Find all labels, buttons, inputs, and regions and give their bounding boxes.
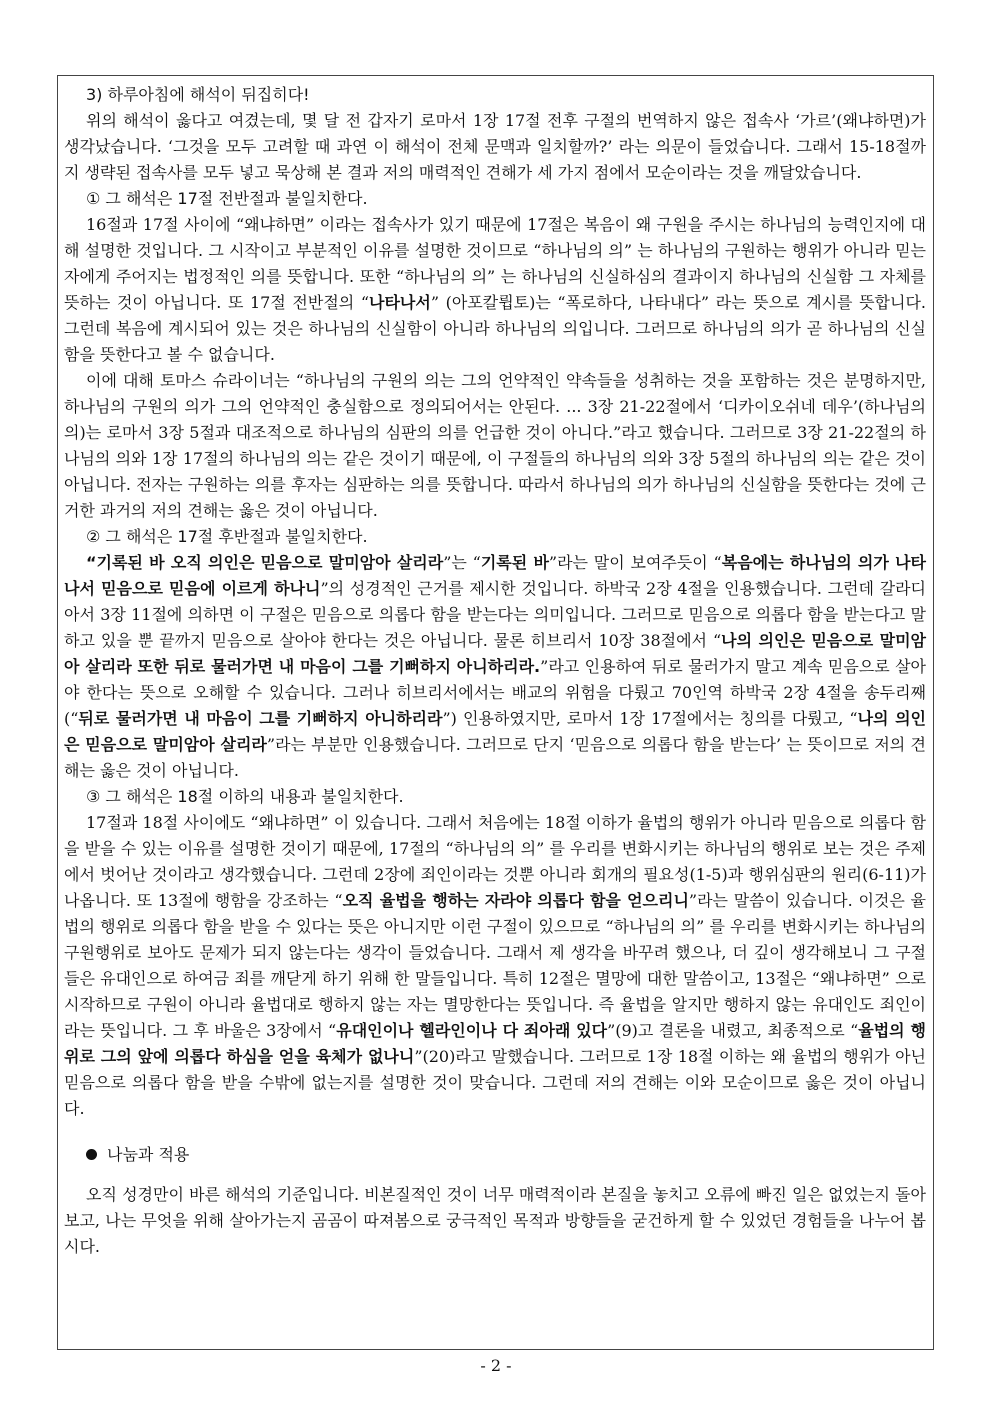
point-2-heading: ② 그 해석은 17절 후반절과 불일치한다. — [86, 527, 368, 546]
point-2-paragraph: “기록된 바 오직 의인은 믿음으로 말미암아 살리라”는 “기록된 바”라는 말이 보여주듯이 “복음에는 하나님의 의가 나타나서 믿음으로 믿음에 이르게 하나니”의 성경적인 근거를 제시한 것입니다. 하박국 2장 4절을 인용했습니다. 그런데 갈라디아서 3장 11절에 의하면 이 구절은 믿음으로 의롭다 함을 받는다는 의미입니다. 그러므로 믿음으로 의롭다 함을 받는다고 말하고 있을 뿐 끝까지 믿음으로 살아야 한다는 것은 아닙니다. 물론 히브리서 10장 38절에서 “나의 의인은 믿음으로 말미암아 살리라 또한 뒤로 물러가면 내 마음이 그를 기뻐하지 아니하리라.”라고 인용하여 뒤로 물러가지 말고 계속 믿음으로 살아야 한다는 뜻으로 오해할 수 있습니다. 그러나 히브리서에서는 배교의 위험을 다뤘고 70인역 하박국 2장 4절을 송두리째(“뒤로 물러가면 내 마음이 그를 기뻐하지 아니하리라”) 인용하였지만, 로마서 1장 17절에서는 칭의를 다뤘고, “나의 의인은 믿음으로 말미암아 살리라”라는 부분만 인용했습니다. 그러므로 단지 ‘믿음으로 의롭다 함을 받는다’ 는 뜻이므로 저의 견해는 옳은 것이 아닙니다. — [64, 553, 927, 780]
point-3-paragraph: 17절과 18절 사이에도 “왜냐하면” 이 있습니다. 그래서 처음에는 18절 이하가 율법의 행위가 아니라 믿음으로 의롭다 함을 받을 수 있는 이유를 설명한 것이기 때문에, 17절의 “하나님의 의” 를 우리를 변화시키는 하나님의 행위로 보는 것은 주제에서 벗어난 것이라고 생각했습니다. 그런데 2장에 죄인이라는 것뿐 아니라 회개의 필요성(1-5)과 행위심판의 원리(6-11)가 나옵니다. 또 13절에 행함을 강조하는 “오직 율법을 행하는 자라야 의롭다 함을 얻으리니”라는 말씀이 있습니다. 이것은 율법의 행위로 의롭다 함을 받을 수 있다는 뜻은 아니지만 이런 구절이 있으므로 “하나님의 의” 를 우리를 변화시키는 하나님의 구원행위로 보아도 문제가 되지 않는다는 생각이 들었습니다. 그래서 제 생각을 바꾸려 했으나, 더 깊이 생각해보니 그 구절들은 유대인으로 하여금 죄를 깨닫게 하기 위해 한 말들입니다. 특히 12절은 멸망에 대한 말씀이고, 13절은 “왜냐하면” 으로 시작하므로 구원이 아니라 율법대로 행하지 않는 자는 멸망한다는 뜻입니다. 즉 율법을 알지만 행하지 않는 유대인도 죄인이라는 뜻입니다. 그 후 바울은 3장에서 “유대인이나 헬라인이나 다 죄아래 있다”(9)고 결론을 내렸고, 최종적으로 “율법의 행위로 그의 앞에 의롭다 하심을 얻을 육체가 없나니”(20)라고 말했습니다. 그러므로 1장 18절 이하는 왜 율법의 행위가 아닌 믿음으로 의롭다 함을 받을 수밖에 없는지를 설명한 것이 맞습니다. 그런데 저의 견해는 이와 모순이므로 옳은 것이 아닙니다. — [64, 813, 926, 1118]
document-body — [64, 82, 926, 1260]
section-3-heading: 3) 하루아침에 해석이 뒤집히다! — [86, 85, 310, 104]
page-number: - 2 - — [480, 1356, 512, 1375]
spacer — [64, 1122, 926, 1136]
sharing-title: 나눔과 적용 — [107, 1145, 190, 1164]
point-1-paragraph-1: 16절과 17절 사이에 “왜냐하면” 이라는 접속사가 있기 때문에 17절은 복음이 왜 구원을 주시는 하나님의 능력인지에 대해 설명한 것입니다. 그 시작이고 부분적인 이유를 설명한 것이므로 “하나님의 의” 는 하나님의 구원하는 행위가 아니라 믿는 자에게 주어지는 법정적인 의를 뜻합니다. 또한 “하나님의 의” 는 하나님의 신실하심의 결과이지 하나님의 신실함 그 자체를 뜻하는 것이 아닙니다. 또 17절 전반절의 “나타나서” (아포칼륍토)는 “폭로하다, 나타내다” 라는 뜻으로 계시를 뜻합니다. 그런데 복음에 계시되어 있는 것은 하나님의 신실함이 아니라 하나님의 의입니다. 그러므로 하나님의 의가 곧 하나님의 신실함을 뜻한다고 볼 수 없습니다. — [64, 215, 926, 364]
sharing-paragraph: 오직 성경만이 바른 해석의 기준입니다. 비본질적인 것이 너무 매력적이라 본질을 놓치고 오류에 빠진 일은 없었는지 돌아보고, 나는 무엇을 위해 살아가는지 곰곰이 따져봄으로 궁극적인 목적과 방향들을 굳건하게 할 수 있었던 경험들을 나누어 봅시다. — [64, 1185, 926, 1256]
bullet-icon — [86, 1149, 97, 1160]
section-3-intro: 위의 해석이 옳다고 여겼는데, 몇 달 전 갑자기 로마서 1장 17절 전후 구절의 번역하지 않은 접속사 ‘가르’(왜냐하면)가 생각났습니다. ‘그것을 모두 고려할 때 과연 이 해석이 전체 문맥과 일치할까?’ 라는 의문이 들었습니다. 그래서 15-18절까지 생략된 접속사를 모두 넣고 묵상해 본 결과 저의 매력적인 견해가 세 가지 점에서 모순이라는 것을 깨달았습니다. — [64, 111, 926, 182]
point-3-heading: ③ 그 해석은 18절 이하의 내용과 불일치한다. — [86, 787, 404, 806]
point-1-heading: ① 그 해석은 17절 전반절과 불일치한다. — [86, 189, 368, 208]
sharing-heading — [64, 1142, 926, 1168]
point-1-paragraph-2: 이에 대해 토마스 슈라이너는 “하나님의 구원의 의는 그의 언약적인 약속들을 성취하는 것을 포함하는 것은 분명하지만, 하나님의 구원의 의가 그의 언약적인 충실함으로 정의되어서는 안된다. ... 3장 21-22절에서 ‘디카이오쉬네 데우’(하나님의 의)는 로마서 3장 5절과 대조적으로 하나님의 심판의 의를 언급한 것이 아니다.”라고 했습니다. 그러므로 3장 21-22절의 하나님의 의와 1장 17절의 하나님의 의는 같은 것이기 때문에, 이 구절들의 하나님의 의와 3장 5절의 하나님의 의는 같은 것이 아닙니다. 전자는 구원하는 의를 후자는 심판하는 의를 뜻합니다. 따라서 하나님의 의가 하나님의 신실함을 뜻한다는 것에 근거한 과거의 저의 견해는 옳은 것이 아닙니다. — [64, 371, 926, 520]
